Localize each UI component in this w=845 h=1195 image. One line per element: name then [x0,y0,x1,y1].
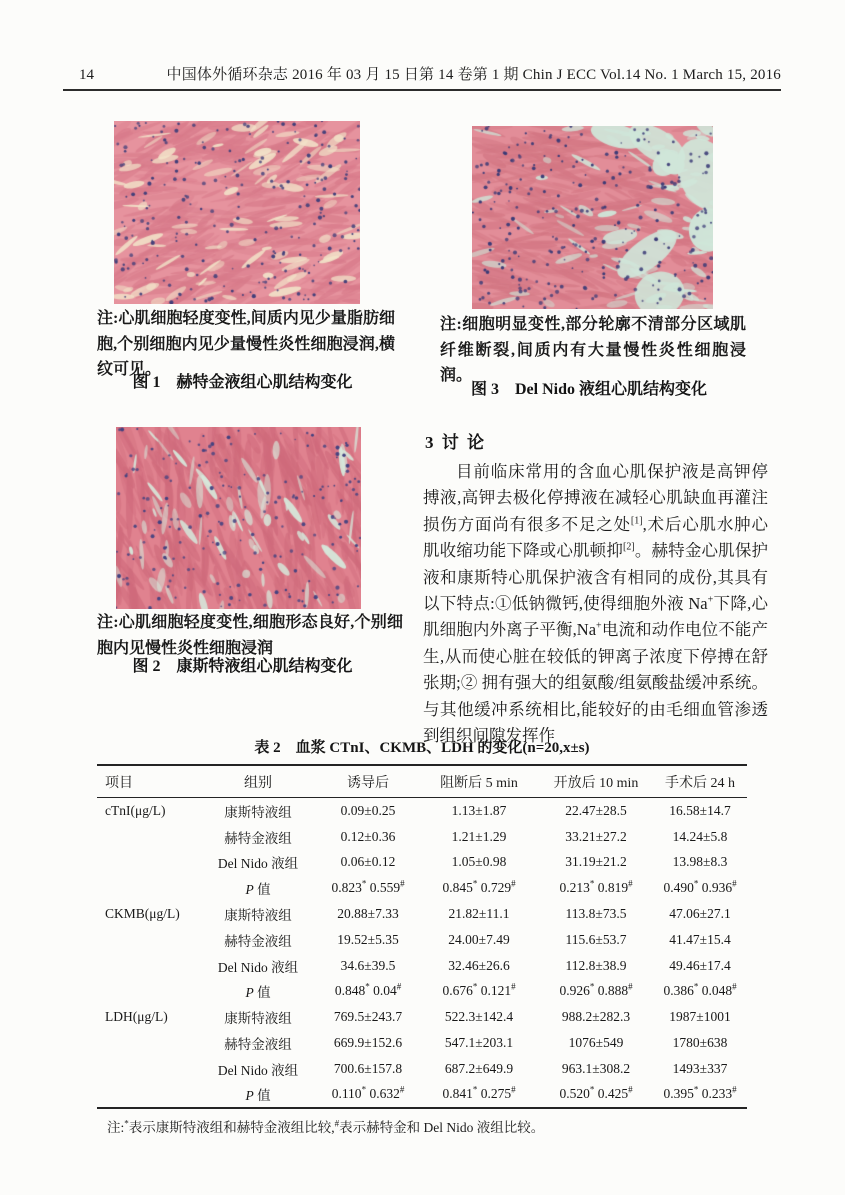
table-row [97,1030,747,1056]
row-item-label [97,824,199,850]
row-value-cell: 112.8±38.9 [565,957,627,973]
row-group-label: Del Nido 液组 [217,959,299,975]
row-value-cell: 14.24±5.8 [672,828,728,844]
row-group-label: P 值 [245,1088,271,1104]
column-header-item: 项目 [97,765,199,798]
data-table [97,764,747,1109]
row-item-label: cTnI(μg/L) [105,802,166,818]
row-value-cell: 963.1±308.2 [561,1060,631,1076]
table-title: 表 2 血浆 CTnI、CKMB、LDH 的变化(n=20,x±s) [254,740,590,756]
column-header-after-clamp: 阻断后 5 min [419,765,539,798]
row-group-label: 康斯特液组 [224,908,292,924]
row-item-label [97,1056,199,1082]
table-header-row [97,765,747,798]
row-value-cell: 16.58±14.7 [669,802,731,818]
row-value-cell: 1780±638 [672,1034,728,1050]
table-row [97,875,747,901]
figure-2-note: 注:心肌细胞轻度变性,细胞形态良好,个别细胞内见慢性炎性细胞浸润 [97,614,403,657]
table-row [97,850,747,876]
row-value-cell: 700.6±157.8 [333,1060,403,1076]
table-row [97,1004,747,1030]
row-value-cell: 0.520* 0.425# [559,1084,633,1102]
row-item-label [97,953,199,979]
table-row [97,1082,747,1109]
row-item-label: CKMB(μg/L) [105,906,180,922]
row-value-cell: 0.926* 0.888# [559,981,633,999]
table-row [97,953,747,979]
row-value-cell: 0.213* 0.819# [559,878,633,896]
row-value-cell: 41.47±15.4 [669,931,731,947]
row-value-cell: 687.2±649.9 [444,1060,514,1076]
row-value-cell: 20.88±7.33 [337,906,399,922]
column-header-after-induction: 诱导后 [317,765,419,798]
row-value-cell: 547.1±203.1 [444,1034,514,1050]
row-value-cell: 0.09±0.25 [340,802,396,818]
table-row [97,1056,747,1082]
row-group-label: 康斯特液组 [224,804,292,820]
row-value-cell: 0.110* 0.632# [331,1084,405,1102]
row-group-label: Del Nido 液组 [217,856,299,872]
row-value-cell: 49.46±17.4 [669,957,731,973]
row-value-cell: 0.395* 0.233# [663,1084,737,1102]
row-value-cell: 32.46±26.6 [448,957,510,973]
table-row [97,927,747,953]
row-group-label: 赫特金液组 [224,830,292,846]
column-header-after-surgery: 手术后 24 h [653,765,747,798]
row-value-cell: 22.47±28.5 [565,802,627,818]
row-group-label: 赫特金液组 [224,1036,292,1052]
table-footnote: 注:*表示康斯特液组和赫特金液组比较,#表示赫特金和 Del Nido 液组比较。 [107,1118,545,1136]
row-value-cell: 0.12±0.36 [340,828,396,844]
row-value-cell: 0.823* 0.559# [331,878,405,896]
figure-1-caption: 图 1 赫特金液组心肌结构变化 [132,374,353,391]
table-2-block [97,736,747,1136]
row-value-cell: 24.00±7.49 [448,931,510,947]
row-value-cell: 1.05±0.98 [451,854,507,870]
row-value-cell: 33.21±27.2 [565,828,627,844]
row-value-cell: 34.6±39.5 [340,957,396,973]
row-group-label: P 值 [245,985,271,1001]
row-value-cell: 0.848* 0.04# [334,981,402,999]
discussion-paragraph: 目前临床常用的含血心肌保护液是高钾停搏液,高钾去极化停搏液在减轻心肌缺血再灌注损伤方面尚有很多不足之处[1],术后心肌水肿心肌收缩功能下降或心肌顿抑[2]。赫特金心肌保护液和康斯特心肌保护液含有相同的成份,其具有以下特点:①低钠微钙,使得细胞外液 Na+下降,心肌细胞内外离子平衡,Na+电流和动作电位不能产生,从而使心脏在较低的钾离子浓度下停搏在舒张期;② 拥有强大的组氨酸/组氨酸盐缓冲系统。与其他缓冲系统相比,能较好的由毛细血管渗透到组织间隙发挥作 [423,462,769,746]
row-value-cell: 1.13±1.87 [451,802,507,818]
row-value-cell: 31.19±21.2 [565,854,627,870]
row-item-label [97,1030,199,1056]
row-value-cell: 1493±337 [672,1060,728,1076]
row-value-cell: 0.386* 0.048# [663,981,737,999]
row-item-label [97,978,199,1004]
row-item-label [97,850,199,876]
row-value-cell: 0.490* 0.936# [663,878,737,896]
row-value-cell: 0.845* 0.729# [442,878,516,896]
row-group-label: Del Nido 液组 [217,1062,299,1078]
figure-2-caption: 图 2 康斯特液组心肌结构变化 [132,658,353,675]
micrograph-figure-2 [116,427,361,609]
row-value-cell: 21.82±11.1 [448,906,510,922]
micrograph-figure-3 [472,126,713,309]
discussion-section-heading: 3 讨 论 [425,433,486,452]
page-number: 14 [79,67,94,83]
table-row [97,901,747,927]
journal-title-line: 中国体外循环杂志 2016 年 03 月 15 日第 14 卷第 1 期 Chin J ECC Vol.14 No. 1 March 15, 2016 [166,67,781,83]
row-item-label [97,1082,199,1109]
row-value-cell: 115.6±53.7 [565,931,627,947]
row-value-cell: 0.841* 0.275# [442,1084,516,1102]
figure-1-note: 注:心肌细胞轻度变性,间质内见少量脂肪细胞,个别细胞内见少量慢性炎性细胞浸润,横纹可见。 [97,310,395,378]
table-body [97,798,747,1109]
row-value-cell: 1.21±1.29 [451,828,507,844]
row-item-label [97,875,199,901]
column-header-group: 组别 [199,765,317,798]
table-row [97,798,747,824]
row-value-cell: 1076±549 [568,1034,624,1050]
page-header [63,56,781,91]
row-value-cell: 0.06±0.12 [340,854,396,870]
figure-3-caption: 图 3 Del Nido 液组心肌结构变化 [470,381,707,398]
row-value-cell: 988.2±282.3 [561,1009,631,1025]
row-item-label [97,927,199,953]
row-value-cell: 669.9±152.6 [333,1034,403,1050]
row-value-cell: 769.5±243.7 [333,1009,403,1025]
row-group-label: 康斯特液组 [224,1011,292,1027]
row-group-label: 赫特金液组 [224,933,292,949]
figure-3-note: 注:细胞明显变性,部分轮廓不清部分区域肌纤维断裂,间质内有大量慢性炎性细胞浸润。 [440,316,746,384]
row-value-cell: 0.676* 0.121# [442,981,516,999]
row-value-cell: 113.8±73.5 [565,906,627,922]
row-value-cell: 19.52±5.35 [337,931,399,947]
table-row [97,824,747,850]
row-group-label: P 值 [245,882,271,898]
row-item-label: LDH(μg/L) [105,1009,168,1025]
row-value-cell: 522.3±142.4 [444,1009,514,1025]
row-value-cell: 47.06±27.1 [669,906,731,922]
row-value-cell: 1987±1001 [669,1009,731,1025]
column-header-after-release: 开放后 10 min [539,765,653,798]
table-row [97,978,747,1004]
row-value-cell: 13.98±8.3 [672,854,728,870]
micrograph-figure-1 [114,121,360,304]
